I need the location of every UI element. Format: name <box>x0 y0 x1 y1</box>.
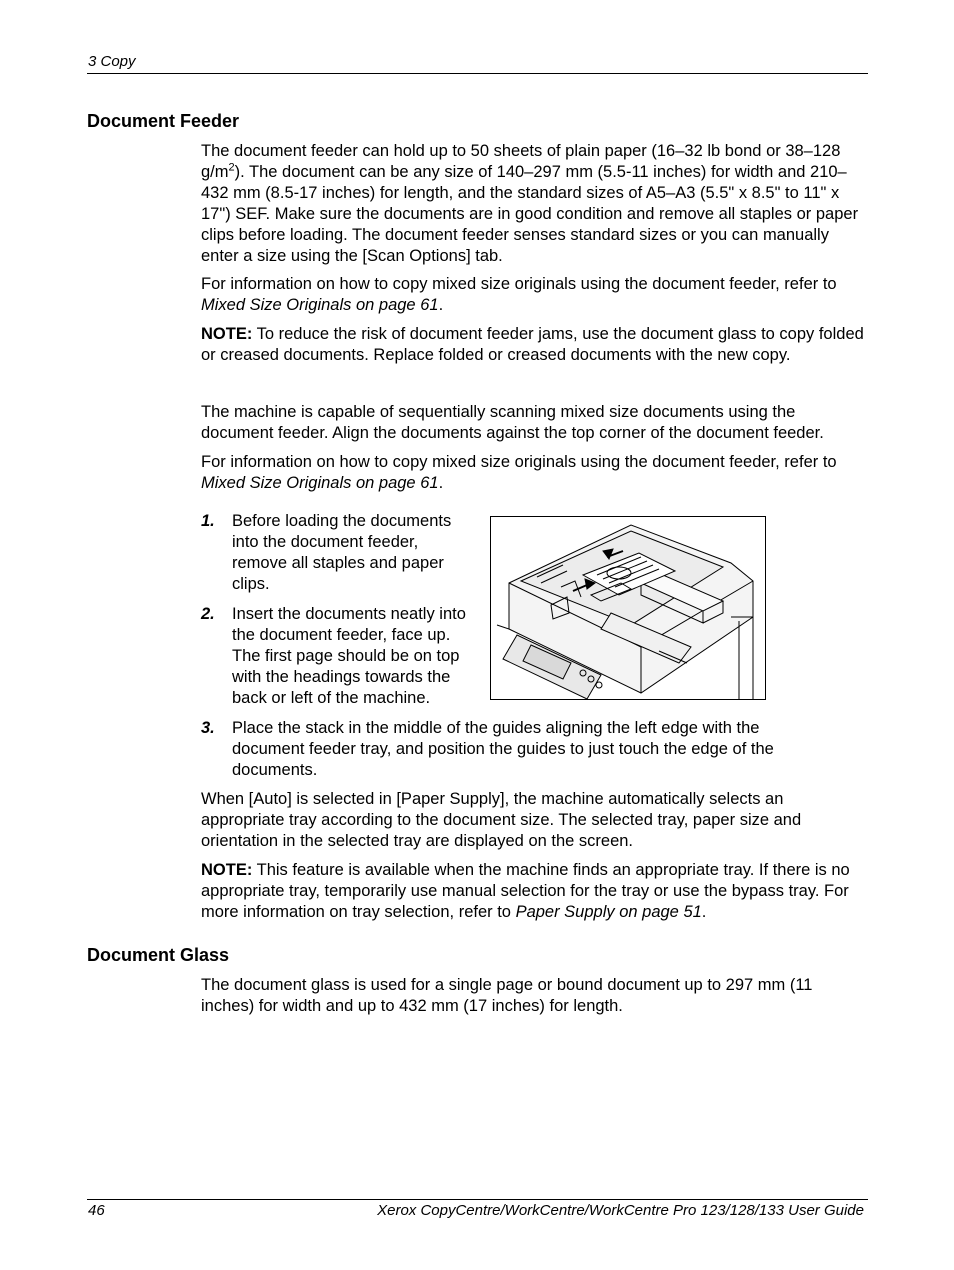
section-title-document-feeder: Document Feeder <box>87 111 240 131</box>
note-label: NOTE: <box>201 861 253 879</box>
footer-rule <box>87 1199 868 1200</box>
section-title-document-glass: Document Glass <box>87 945 230 965</box>
feeder-paragraph-4: For information on how to copy mixed size originals using the document feeder, refer to Mixed Size Originals on page 61. <box>201 453 837 492</box>
cross-reference-link[interactable]: Paper Supply on page 51 <box>515 903 702 921</box>
note-2: NOTE: This feature is available when the machine finds an appropriate tray. If there is no appropriate tray, temporarily use manual selection for the tray or use the bypass tray. For more information on tray selection, refer to Paper Supply on page 51. <box>201 861 850 921</box>
feeder-paragraph-5: When [Auto] is selected in [Paper Supply], the machine automatically selects an appropriate tray according to the document size. The selected tray, paper size and orientation in the selected tray are displayed on the screen. <box>201 790 802 850</box>
cross-reference-link[interactable]: Mixed Size Originals on page 61 <box>201 474 439 492</box>
feeder-paragraph-1: The document feeder can hold up to 50 sheets of plain paper (16–32 lb bond or 38–128 $g/m^2$). The document can be any size of 140–297 mm (5.5-11 inches) for width and 210–432 mm (8.5-17 inches) for length, and the standard sizes of A5–A3 (5.5" x 8.5" to 11" x 17") SEF. Make sure the documents are in good condition and remove all staples or paper clips before loading. The document feeder senses standard sizes or you can manually enter a size using the [Scan Options] tab. <box>201 142 859 265</box>
note-1: NOTE: To reduce the risk of document feeder jams, use the document glass to copy folded or creased documents. Replace folded or creased documents with the new copy. <box>201 325 864 364</box>
step-text: Insert the documents neatly into the document feeder, face up. The first page should be on top with the headings towards the back or left of the machine. <box>232 605 466 707</box>
copier-drawing <box>491 517 765 699</box>
step-text: Place the stack in the middle of the guides aligning the left edge with the document feeder tray, and position the guides to just touch the edge of the documents. <box>232 719 774 779</box>
running-head: 3 Copy <box>88 53 136 70</box>
glass-paragraph-1: The document glass is used for a single page or bound document up to 297 mm (11 inches) for width and up to 432 mm (17 inches) for length. <box>201 976 813 1015</box>
header-rule <box>87 73 868 74</box>
document-feeder-illustration <box>490 516 766 700</box>
note-label: NOTE: <box>201 325 253 343</box>
cross-reference-link[interactable]: Mixed Size Originals on page 61 <box>201 296 439 314</box>
page-number: 46 <box>88 1202 105 1219</box>
step-3 <box>201 718 869 782</box>
step-text: Before loading the documents into the document feeder, remove all staples and paper clips. <box>232 512 452 593</box>
step-number: 2. <box>201 605 215 623</box>
feeder-paragraph-3: The machine is capable of sequentially scanning mixed size documents using the document feeder. Align the documents against the top corner of the document feeder. <box>201 403 824 442</box>
step-number: 3. <box>201 719 215 737</box>
feeder-paragraph-2: For information on how to copy mixed size originals using the document feeder, refer to Mixed Size Originals on page 61. <box>201 275 837 314</box>
guide-title: Xerox CopyCentre/WorkCentre/WorkCentre Pro 123/128/133 User Guide <box>377 1202 864 1219</box>
step-number: 1. <box>201 512 215 530</box>
